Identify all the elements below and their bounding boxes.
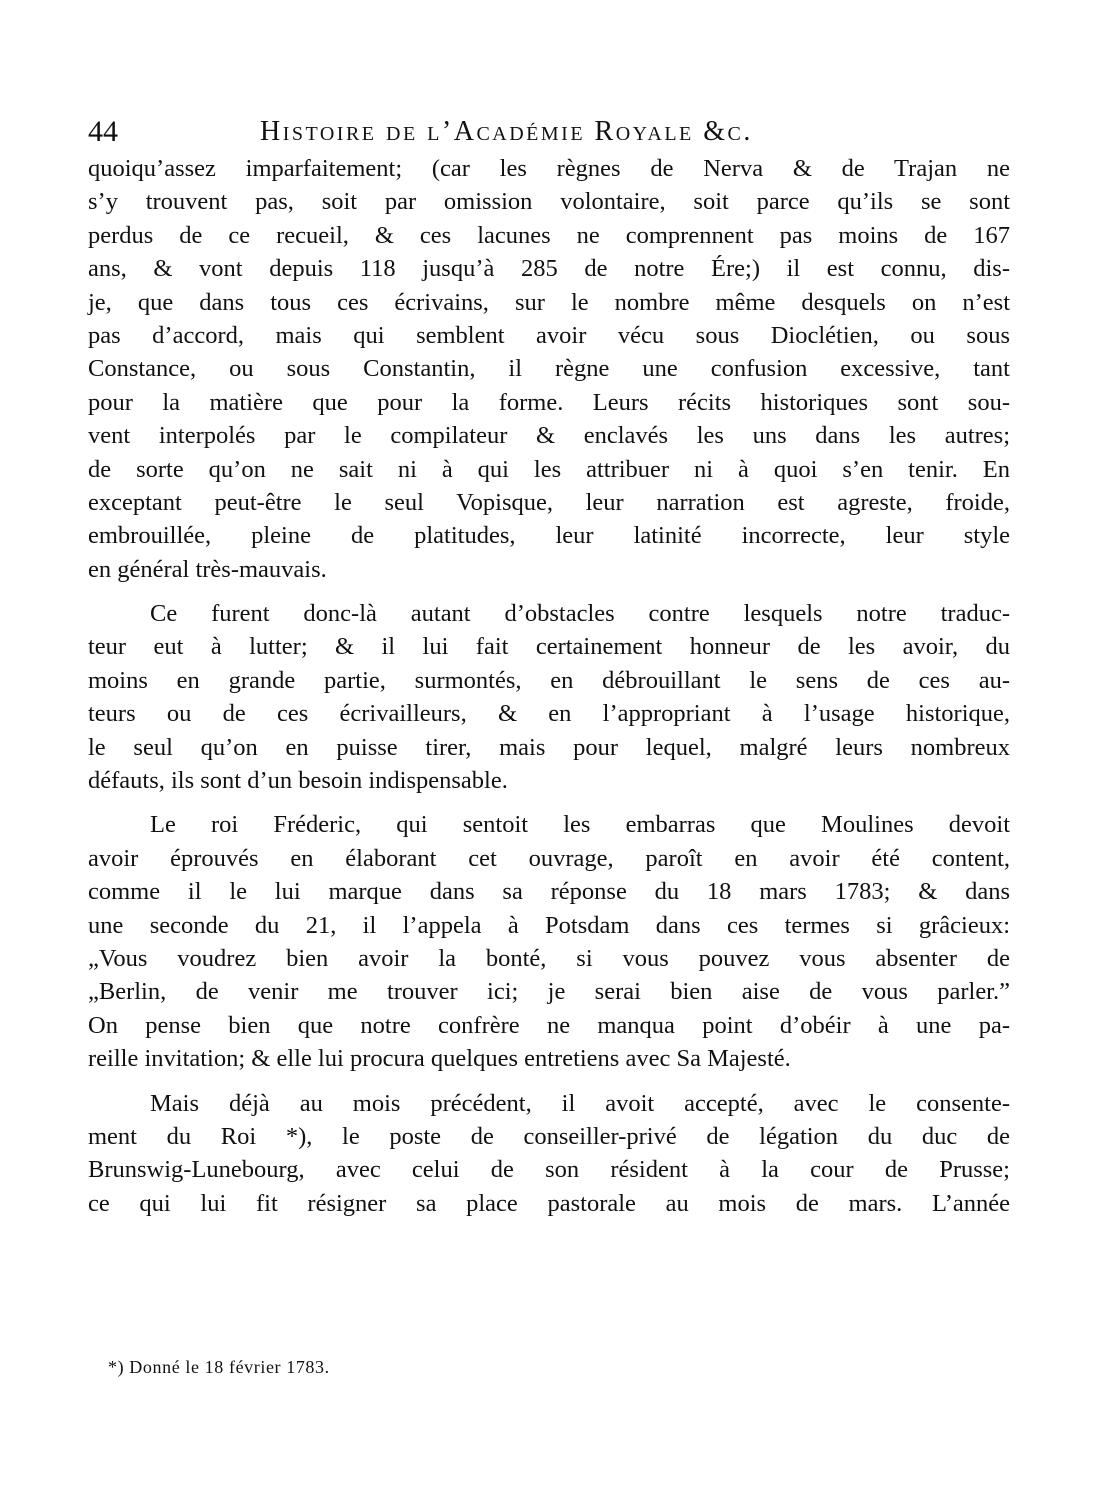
paragraph-gap	[88, 586, 1010, 597]
text-line: exceptant peut-être le seul Vopisque, leur narration est agreste, froide,	[88, 488, 1010, 516]
text-line: défauts, ils sont d’un besoin indispensable.	[88, 767, 508, 795]
footnote: *) Donné le 18 février 1783.	[108, 1357, 330, 1377]
text-line: Le roi Fréderic, qui sentoit les embarras que Moulines devoit	[150, 811, 1010, 839]
text-line: avoir éprouvés en élaborant cet ouvrage, paroît en avoir été content,	[88, 844, 1010, 872]
paragraph	[88, 152, 1010, 586]
page-number: 44	[88, 115, 118, 148]
text-line: s’y trouvent pas, soit par omission volontaire, soit parce qu’ils se sont	[88, 188, 1010, 216]
text-line: de sorte qu’on ne sait ni à qui les attribuer ni à quoi s’en tenir. En	[88, 455, 1010, 483]
text-line: Brunswig-Lunebourg, avec celui de son résident à la cour de Prusse;	[88, 1156, 1010, 1184]
text-line: vent interpolés par le compilateur & enclavés les uns dans les autres;	[88, 422, 1010, 450]
text-line: pas d’accord, mais qui semblent avoir vécu sous Dioclétien, ou sous	[88, 321, 1010, 349]
text-line: embrouillée, pleine de platitudes, leur latinité incorrecte, leur style	[88, 522, 1010, 550]
text-line: teurs ou de ces écrivailleurs, & en l’appropriant à l’usage historique,	[88, 700, 1010, 728]
text-line: pour la matière que pour la forme. Leurs récits historiques sont sou-	[88, 388, 1010, 416]
text-line: ce qui lui fit résigner sa place pastorale au mois de mars. L’année	[88, 1189, 1010, 1217]
text-line: perdus de ce recueil, & ces lacunes ne comprennent pas moins de 167	[88, 221, 1010, 249]
paragraph-gap	[88, 797, 1010, 808]
text-line: en général très-mauvais.	[88, 555, 327, 583]
paragraph	[88, 1087, 1010, 1221]
page-header	[88, 112, 1018, 152]
text-line: teur eut à lutter; & il lui fait certainement honneur de les avoir, du	[88, 633, 1010, 661]
text-line: Ce furent donc-là autant d’obstacles contre lesquels notre traduc-	[150, 600, 1010, 628]
text-line: je, que dans tous ces écrivains, sur le nombre même desquels on n’est	[88, 288, 1010, 316]
body-text	[88, 152, 1010, 1220]
paragraph	[88, 808, 1010, 1075]
text-line: Mais déjà au mois précédent, il avoit accepté, avec le consente-	[150, 1089, 1010, 1117]
text-line: quoiqu’assez imparfaitement; (car les règnes de Nerva & de Trajan ne	[88, 155, 1010, 182]
text-line: On pense bien que notre confrère ne manqua point d’obéir à une pa-	[88, 1011, 1010, 1039]
text-line: comme il le lui marque dans sa réponse du 18 mars 1783; & dans	[88, 878, 1010, 906]
paragraph-gap	[88, 1076, 1010, 1087]
text-line: ment du Roi *), le poste de conseiller-privé de légation du duc de	[88, 1122, 1010, 1150]
text-line: ans, & vont depuis 118 jusqu’à 285 de notre Ére;) il est connu, dis-	[88, 255, 1010, 283]
text-line: moins en grande partie, surmontés, en débrouillant le sens de ces au-	[88, 666, 1010, 694]
text-line: reille invitation; & elle lui procura quelques entretiens avec Sa Majesté.	[88, 1045, 791, 1073]
text-line: Constance, ou sous Constantin, il règne une confusion excessive, tant	[88, 355, 1010, 383]
text-line: une seconde du 21, il l’appela à Potsdam dans ces termes si grâcieux:	[88, 911, 1010, 939]
paragraph	[88, 597, 1010, 797]
running-title: Histoire de l’Académie Royale &c.	[260, 116, 753, 147]
text-line: „Vous voudrez bien avoir la bonté, si vous pouvez vous absenter de	[88, 944, 1010, 972]
text-line: le seul qu’on en puisse tirer, mais pour lequel, malgré leurs nombreux	[88, 733, 1010, 761]
text-line: „Berlin, de venir me trouver ici; je serai bien aise de vous parler.”	[88, 978, 1010, 1006]
